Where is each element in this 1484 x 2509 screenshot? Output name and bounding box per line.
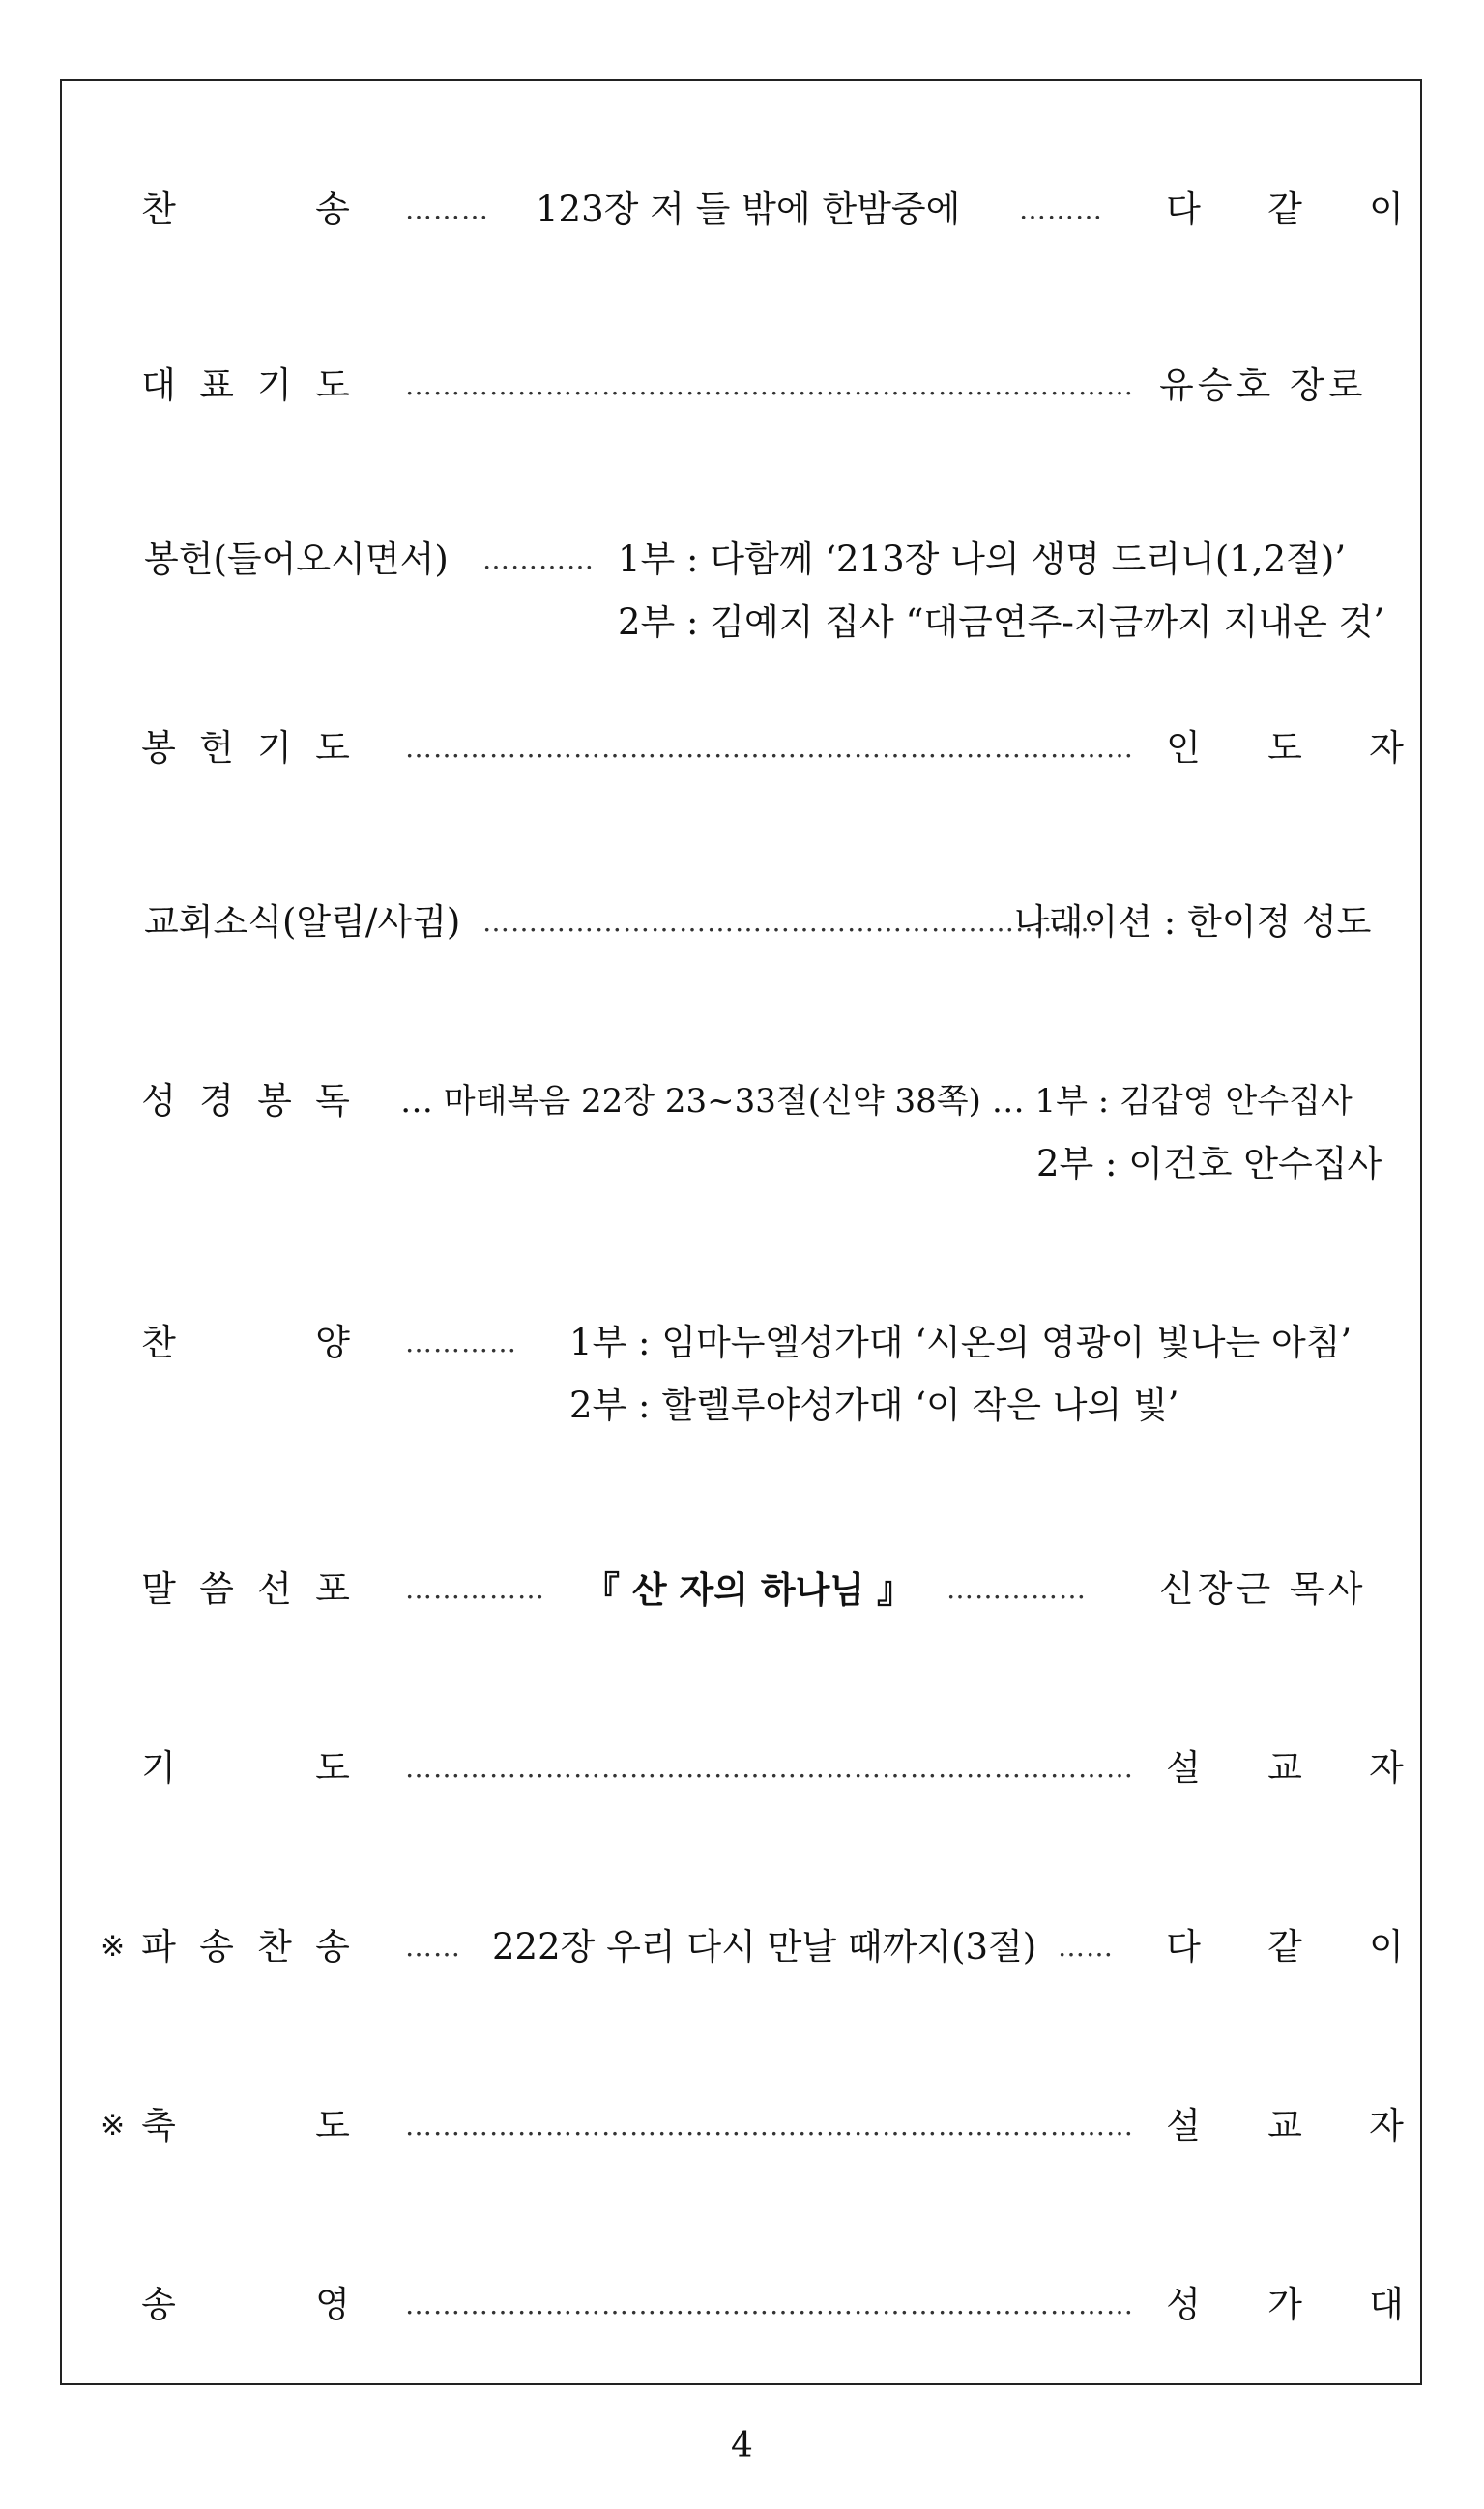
right-char: 설 — [1166, 1747, 1201, 1789]
order-item-sending-hymn — [62, 1918, 1420, 1976]
right-char: 다 — [1166, 189, 1201, 230]
leader-dots: ………………………………………………………… — [482, 906, 1099, 938]
scripture-line-1: … 마태복음 22장 23~33절(신약 38쪽) … 1부 : 김갑영 안수집사 — [400, 1082, 1353, 1121]
order-item-offering-line2 — [62, 594, 1420, 652]
preacher-name: 신장근 목사 — [1159, 1568, 1367, 1610]
right-char: 같 — [1267, 189, 1302, 230]
label-char: 송 — [315, 1926, 350, 1968]
order-item-choir-line2 — [62, 1377, 1420, 1435]
leader-dots: ……… — [405, 193, 489, 225]
right-char: 자 — [1369, 2105, 1404, 2146]
label-char: 송 — [199, 1926, 234, 1968]
label-char: 씀 — [199, 1568, 234, 1610]
hymn-title: 123장 저 들 밖에 한밤중에 — [536, 189, 961, 230]
right-char: 성 — [1166, 2284, 1201, 2325]
label-char: 도 — [315, 1747, 350, 1789]
narration: 나래이션 : 한이정 성도 — [1014, 901, 1372, 943]
label-char: 영 — [315, 2284, 350, 2325]
order-item-sermon — [62, 1561, 1420, 1619]
label-char: 도 — [315, 365, 350, 406]
order-item-offering — [62, 531, 1420, 589]
label-char: 봉 — [141, 727, 176, 769]
bulletin-frame — [60, 79, 1422, 2385]
label-char: 기 — [257, 727, 292, 769]
label-char: 기 — [257, 365, 292, 406]
label-char: 헌 — [199, 727, 234, 769]
right-char: 교 — [1267, 2105, 1302, 2146]
scripture-reader-2: 2부 : 이건호 안수집사 — [1036, 1143, 1382, 1184]
leader-dots: …… — [405, 1931, 461, 1963]
label-char: 성 — [141, 1080, 176, 1122]
label-char: 포 — [315, 1568, 350, 1610]
label-char: 봉 — [257, 1080, 292, 1122]
anthem-part-1: 1부 : 임마누엘성가대 ‘시온의 영광이 빛나는 아침’ — [569, 1322, 1353, 1363]
leader-dots: …………………………………………………………………… — [405, 2289, 1134, 2320]
label-char: 송 — [315, 189, 350, 230]
label-char: 경 — [199, 1080, 234, 1122]
leader-dots: …………………………………………………………………… — [405, 2110, 1134, 2142]
label-char: 파 — [141, 1926, 176, 1968]
page-number: 4 — [731, 2426, 753, 2465]
standing-mark: ※ — [101, 2109, 126, 2143]
label-char: 송 — [141, 2284, 176, 2325]
label-char: 독 — [315, 1080, 350, 1122]
label-char: 찬 — [257, 1926, 292, 1968]
right-char: 자 — [1369, 727, 1404, 769]
offering-part-1: 1부 : 다함께 ‘213장 나의 생명 드리니(1,2절)’ — [618, 539, 1347, 580]
label-char: 표 — [199, 365, 234, 406]
right-char: 인 — [1166, 727, 1201, 769]
order-item-choir-anthem — [62, 1314, 1420, 1372]
right-char: 교 — [1267, 1747, 1302, 1789]
leader-dots: …… — [1058, 1931, 1114, 1963]
label-char: 양 — [315, 1322, 350, 1363]
order-item-offering-prayer — [62, 719, 1420, 777]
right-char: 이 — [1369, 1926, 1404, 1968]
label-char: 축 — [141, 2105, 176, 2146]
right-char: 다 — [1166, 1926, 1201, 1968]
order-item-hymn — [62, 181, 1420, 239]
right-char: 대 — [1369, 2284, 1404, 2325]
item-label: 교회소식(알림/사귐) — [144, 901, 461, 943]
order-item-doxology — [62, 2276, 1420, 2334]
leader-dots: …………… — [946, 1573, 1087, 1605]
leader-name: 유승호 장로 — [1159, 365, 1367, 406]
hymn-title: 222장 우리 다시 만날 때까지(3절) — [492, 1926, 1037, 1968]
leader-dots: …………………………………………………………………… — [405, 732, 1134, 764]
standing-mark: ※ — [101, 1930, 126, 1964]
order-item-benediction — [62, 2097, 1420, 2155]
leader-dots: …………………………………………………………………… — [405, 1752, 1134, 1784]
right-char: 가 — [1267, 2284, 1302, 2325]
label-char: 말 — [141, 1568, 176, 1610]
label-char: 도 — [315, 727, 350, 769]
label-char: 도 — [315, 2105, 350, 2146]
right-char: 자 — [1369, 1747, 1404, 1789]
order-item-church-news — [62, 893, 1420, 951]
right-char: 같 — [1267, 1926, 1302, 1968]
order-item-scripture-reading — [62, 1072, 1420, 1130]
right-char: 도 — [1267, 727, 1302, 769]
label-char: 찬 — [141, 189, 176, 230]
leader-dots: ……… — [1019, 193, 1103, 225]
item-label: 봉헌(들어오시면서) — [144, 539, 449, 580]
offering-part-2: 2부 : 김예지 집사 “대금연주-지금까지 지내온 것’ — [618, 601, 1385, 643]
label-char: 찬 — [141, 1322, 176, 1363]
right-char: 이 — [1369, 189, 1404, 230]
leader-dots: …………… — [405, 1573, 545, 1605]
anthem-part-2: 2부 : 할렐루야성가대 ‘이 작은 나의 빛’ — [569, 1385, 1179, 1426]
order-item-prayer — [62, 1739, 1420, 1797]
leader-dots: ………… — [482, 543, 595, 575]
label-char: 선 — [257, 1568, 292, 1610]
leader-dots: ………… — [405, 1327, 517, 1358]
right-char: 설 — [1166, 2105, 1201, 2146]
order-item-scripture-line2 — [62, 1135, 1420, 1193]
sermon-title: 『 산 자의 하나님 』 — [584, 1568, 913, 1611]
label-char: 대 — [141, 365, 176, 406]
label-char: 기 — [141, 1747, 176, 1789]
order-item-representative-prayer — [62, 357, 1420, 415]
leader-dots: …………………………………………………………………… — [405, 369, 1134, 401]
